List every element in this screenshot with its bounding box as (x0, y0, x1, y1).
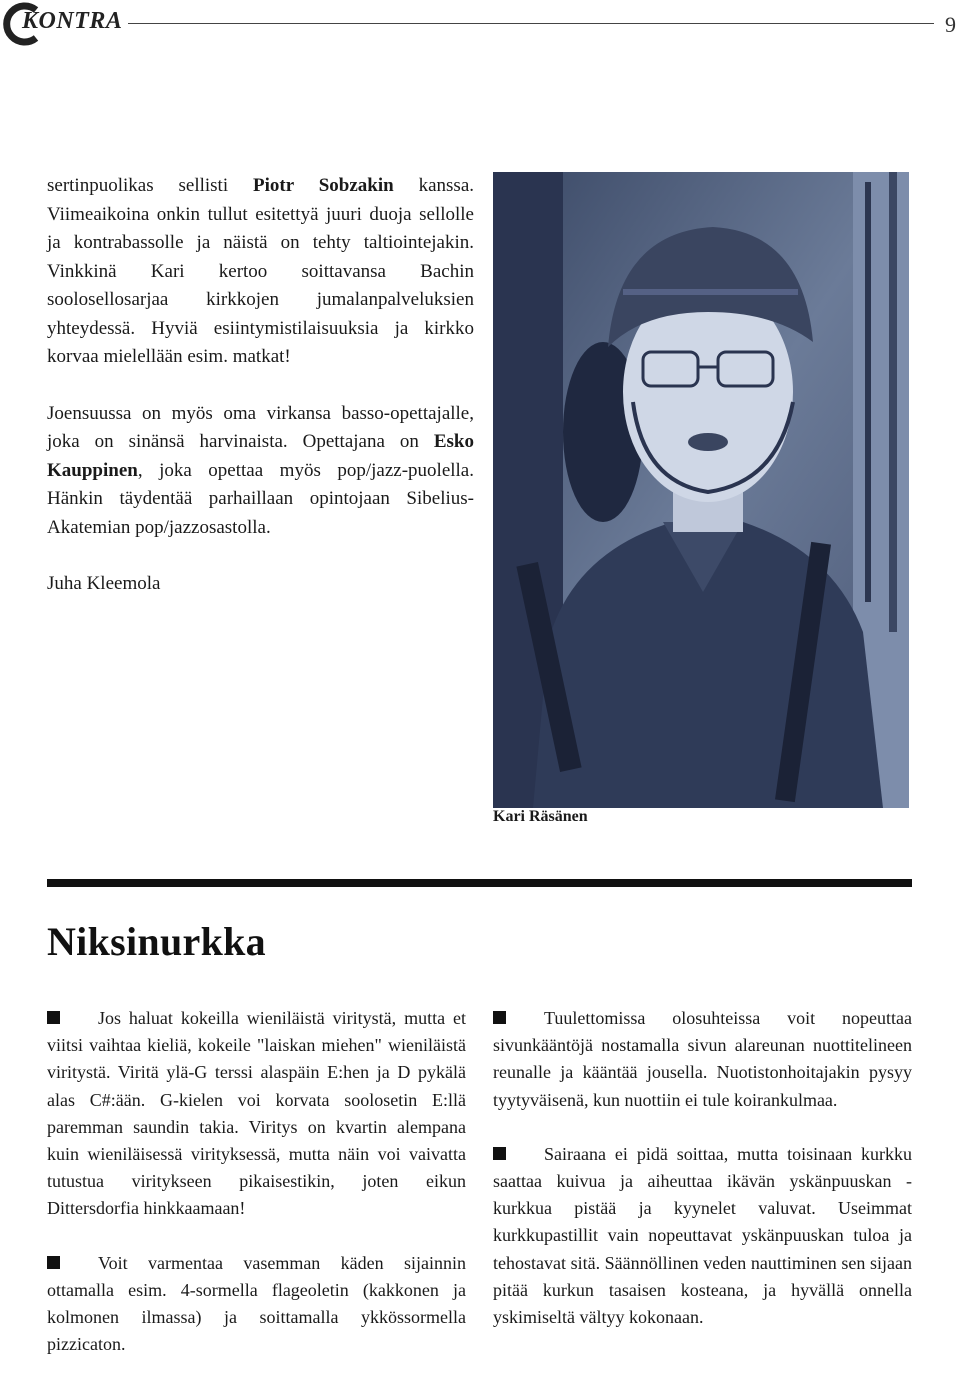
square-bullet-icon (493, 1147, 506, 1160)
square-bullet-icon (47, 1011, 60, 1024)
square-bullet-icon (493, 1011, 506, 1024)
highlighted-name: Esko Kauppinen (47, 431, 474, 481)
tips-right-column (493, 1005, 912, 1358)
square-bullet-icon (47, 1256, 60, 1269)
tip-item: Voit varmentaa vasemman käden sijainnin ottamalla esim. 4-sormella flageoletin (kakkonen ja kolmonen ilmassa) ja soittamalla ykkössormella pizzicaton. (47, 1252, 466, 1355)
tip-item: Jos haluat kokeilla wieniläistä viritystä, mutta et viitsi vaihtaa kieliä, kokeile "laiskan miehen" wieniläistä viritystä. Viritä ylä-G terssi alaspäin E:hen ja D pykälä alas C#:ään. G-kielen voi korvata soolosetin E:llä paremman saundin takia. Viritys on kvartin alempana kuin wieniläisessä virityksessä, mutta näin voi vaivatta tutustua viritykseen pikaisestikin, joten eikun Dittersdorfia hinkkaamaan! (47, 1008, 466, 1219)
article-paragraph-2: Joensuussa on myös oma virkansa basso-opettajalle, joka on sinänsä harvinaista. Opettajana on Esko Kauppinen, joka opettaa myös pop/jazz-puolella. Hänkin täydentää parhaillaan opintojaan Sibelius-Akatemian pop/jazzosastolla. (47, 402, 474, 538)
portrait-illustration (493, 172, 909, 808)
tip-item: Tuulettomissa olosuhteissa voit nopeuttaa sivunkääntöjä nostamalla sivun alareunan nuottitelineen reunalle ja kääntää jousella. Nuotistonhoitajakin pysyy tyytyväisenä, kun nuottiin ei tule koirankulmaa. (493, 1008, 912, 1110)
article-paragraph-1: sertinpuolikas sellisti Piotr Sobzakin kanssa. Viimeaikoina onkin tullut esitettyä juuri duoja sellolle ja kontrabassolle ja näistä on tehty taltiointejakin. Vinkkinä Kari kertoo soittavansa Bachin soolosellosarjaa kirkkojen jumalanpalveluksien yhteydessä. Hyviä esiintymistilaisuuksia ja kirkko korvaa mielellään esim. matkat! (47, 175, 475, 367)
tip-item: Sairaana ei pidä soittaa, mutta toisinaan kurkku saattaa kuivua ja aiheuttaa ikävän yskänpuuskan - kurkkua pistää ja kyynelet valuvat. Useimmat kurkkupastillit vain nopeuttavat yskänpuuskan tuloa ja tehostavat sitä. Säännöllinen veden nauttiminen sen sijaan pitää kurkun tasaisen kosteana, ja hyvällä onnella yskimiseltä vältyy kokonaan. (493, 1143, 912, 1328)
logo-text: KONTRA (22, 8, 123, 34)
page-header (0, 0, 960, 50)
page-number: 9 (945, 12, 956, 37)
section-rule (47, 879, 912, 887)
highlighted-name: Piotr Sobzakin (253, 175, 394, 196)
article-column (47, 172, 474, 599)
header-rule (128, 23, 934, 24)
photo-caption: Kari Räsänen (493, 808, 588, 825)
article-author: Juha Kleemola (47, 573, 161, 594)
section-title: Niksinurkka (47, 919, 266, 964)
tips-left-column (47, 1005, 466, 1385)
portrait-photo (493, 172, 909, 808)
